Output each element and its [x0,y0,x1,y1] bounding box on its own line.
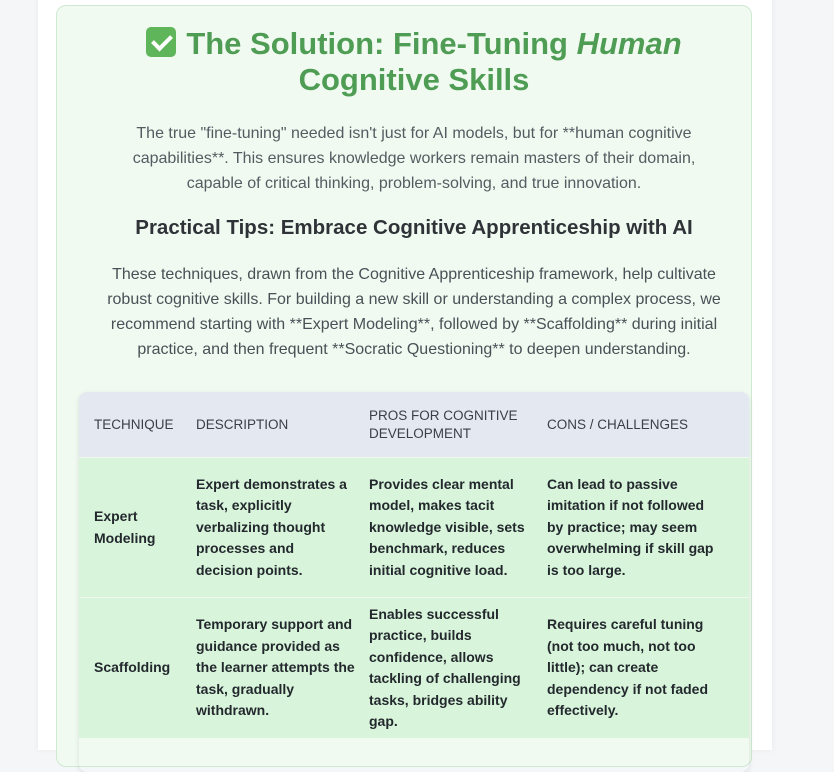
title-prefix: The Solution: Fine-Tuning [186,26,577,61]
title-emphasis: Human [576,26,682,61]
technique-name: Scaffolding [94,659,171,676]
description-text: Expert demonstrates a task, explicitly verbalizing thought processes and decision points. [196,475,347,578]
header-description: DESCRIPTION [181,392,354,458]
check-mark-icon [146,27,176,57]
description-cell [181,458,354,598]
title-suffix: Cognitive Skills [298,62,530,97]
page [38,0,772,750]
cons-text: Can lead to passive imitation if not followed by practice; may seem overwhelming if skill gap is too large. [547,475,714,578]
technique-cell [79,458,181,598]
technique-name: Expert Modeling [94,508,156,546]
cons-text: Requires careful tuning (not too much, not too little); can create dependency if not faded effectively. [547,616,709,719]
pros-text: Enables successful practice, builds confidence, allows tackling of challenging tasks, bridges ability gap. [369,605,521,729]
description-cell [181,598,354,739]
pros-cell [354,458,532,598]
cons-cell [532,598,749,739]
technique-cell [79,598,181,739]
techniques-table [79,392,749,772]
tips-paragraph: These techniques, drawn from the Cognitive Apprenticeship framework, help cultivate robust cognitive skills. For building a new skill or understanding a complex process, we recommend starting with **Expert Modeling**, followed by **Scaffolding** during initial practice, and then frequent **Socratic Questioning** to deepen understanding. [107,266,721,358]
header-technique: TECHNIQUE [79,392,181,458]
table-header-row [79,392,749,458]
tips-heading: Practical Tips: Embrace Cognitive Apprenticeship with AI [135,216,693,239]
description-text: Temporary support and guidance provided as the learner attempts the task, gradually withdrawn. [196,616,355,719]
intro-paragraph: The true "fine-tuning" needed isn't just for AI models, but for **human cognitive capabilities**. This ensures knowledge workers remain masters of their domain, capable of critical thinking, problem-solving, and true innovation. [132,125,696,192]
section-title [57,26,771,98]
pros-text: Provides clear mental model, makes tacit knowledge visible, sets benchmark, reduces initial cognitive load. [369,475,525,578]
header-pros: PROS FOR COGNITIVE DEVELOPMENT [354,392,532,458]
cons-cell [532,458,749,598]
table-row [79,458,749,598]
table-row [79,598,749,739]
header-cons: CONS / CHALLENGES [532,392,749,458]
solution-card [56,5,752,767]
pros-cell [354,598,532,739]
